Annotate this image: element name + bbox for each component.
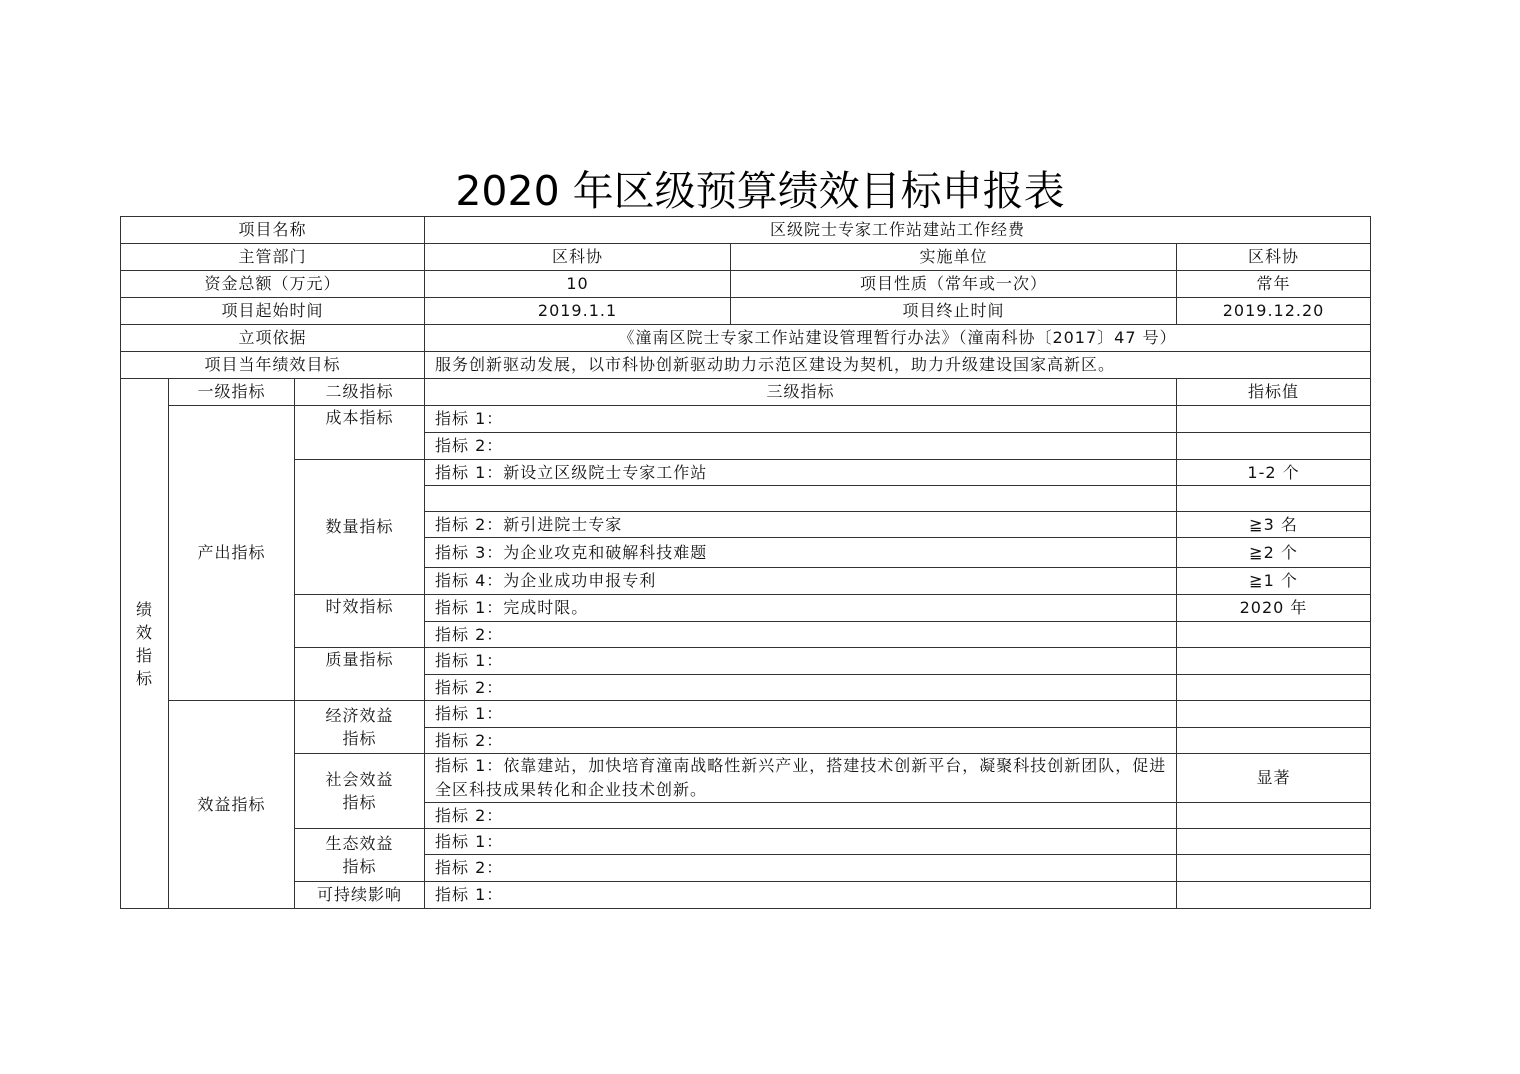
econ-row-1-value: [1177, 701, 1371, 728]
qty-row-4-value: ≧1 个: [1177, 568, 1371, 595]
section-label-cell: [121, 379, 169, 909]
social-row-1: 指标 1：依靠建站，加快培育潼南战略性新兴产业，搭建技术创新平台，凝聚科技创新团队，促进全区科技成果转化和企业技术创新。: [425, 754, 1177, 803]
time-row-2: 指标 2：: [425, 622, 1177, 648]
quality-row-2-value: [1177, 675, 1371, 701]
cost-row-1: 指标 1：: [425, 406, 1177, 433]
group-ecological-text: 生态效益指标: [325, 833, 394, 876]
project-name-label: 项目名称: [121, 217, 425, 244]
col-level3-header: 三级指标: [425, 379, 1177, 406]
cost-row-2-value: [1177, 433, 1371, 460]
qty-row-empty-value: [1177, 486, 1371, 512]
nature-value: 常年: [1177, 271, 1371, 298]
col-level2-header: 二级指标: [295, 379, 425, 406]
nature-label: 项目性质（常年或一次）: [731, 271, 1177, 298]
sustain-row-1-value: [1177, 882, 1371, 909]
eco-row-2-value: [1177, 855, 1371, 882]
budget-performance-table: [120, 216, 1371, 909]
quality-row-1-value: [1177, 648, 1371, 675]
group-quantity: 数量指标: [295, 460, 425, 595]
group-sustain: 可持续影响: [295, 882, 425, 909]
qty-row-1: 指标 1：新设立区级院士专家工作站: [425, 460, 1177, 486]
col-level1-header: 一级指标: [169, 379, 295, 406]
social-row-2: 指标 2：: [425, 803, 1177, 829]
time-row-2-value: [1177, 622, 1371, 648]
eco-row-2: 指标 2：: [425, 855, 1177, 882]
fund-label: 资金总额（万元）: [121, 271, 425, 298]
eco-row-1: 指标 1：: [425, 829, 1177, 855]
cost-row-1-value: [1177, 406, 1371, 433]
qty-row-2: 指标 2：新引进院士专家: [425, 512, 1177, 538]
page-title: 2020 年区级预算绩效目标申报表: [455, 167, 1065, 215]
group-social-text: 社会效益指标: [325, 769, 394, 812]
project-name-value: 区级院士专家工作站建站工作经费: [425, 217, 1371, 244]
qty-row-2-value: ≧3 名: [1177, 512, 1371, 538]
qty-row-1-value: 1-2 个: [1177, 460, 1371, 486]
fund-value: 10: [425, 271, 731, 298]
impl-value: 区科协: [1177, 244, 1371, 271]
impl-label: 实施单位: [731, 244, 1177, 271]
cost-row-2: 指标 2：: [425, 433, 1177, 460]
social-row-2-value: [1177, 803, 1371, 829]
benefit-label: 效益指标: [169, 701, 295, 909]
goal-value: 服务创新驱动发展，以市科协创新驱动助力示范区建设为契机，助力升级建设国家高新区。: [425, 352, 1371, 379]
dept-value: 区科协: [425, 244, 731, 271]
econ-row-1: 指标 1：: [425, 701, 1177, 728]
end-value: 2019.12.20: [1177, 298, 1371, 325]
quality-row-2: 指标 2：: [425, 675, 1177, 701]
qty-row-4: 指标 4：为企业成功申报专利: [425, 568, 1177, 595]
end-label: 项目终止时间: [731, 298, 1177, 325]
time-row-1: 指标 1：完成时限。: [425, 595, 1177, 622]
group-timeliness: 时效指标: [295, 595, 425, 648]
start-label: 项目起始时间: [121, 298, 425, 325]
start-value: 2019.1.1: [425, 298, 731, 325]
col-value-header: 指标值: [1177, 379, 1371, 406]
basis-label: 立项依据: [121, 325, 425, 352]
quality-row-1: 指标 1：: [425, 648, 1177, 675]
group-ecological: [295, 829, 425, 882]
group-economic-text: 经济效益指标: [325, 705, 394, 748]
qty-row-3-value: ≧2 个: [1177, 538, 1371, 568]
dept-label: 主管部门: [121, 244, 425, 271]
group-economic: [295, 701, 425, 754]
eco-row-1-value: [1177, 829, 1371, 855]
group-cost: 成本指标: [295, 406, 425, 460]
basis-value: 《潼南区院士专家工作站建设管理暂行办法》（潼南科协〔2017〕47 号）: [425, 325, 1371, 352]
qty-row-empty: [425, 486, 1177, 512]
qty-row-3: 指标 3：为企业攻克和破解科技难题: [425, 538, 1177, 568]
social-row-1-value: 显著: [1177, 754, 1371, 803]
time-row-1-value: 2020 年: [1177, 595, 1371, 622]
sustain-row-1: 指标 1：: [425, 882, 1177, 909]
econ-row-2-value: [1177, 728, 1371, 754]
econ-row-2: 指标 2：: [425, 728, 1177, 754]
group-quality: 质量指标: [295, 648, 425, 701]
goal-label: 项目当年绩效目标: [121, 352, 425, 379]
output-label: 产出指标: [169, 406, 295, 701]
section-label: 绩效指标: [135, 599, 153, 688]
group-social: [295, 754, 425, 829]
